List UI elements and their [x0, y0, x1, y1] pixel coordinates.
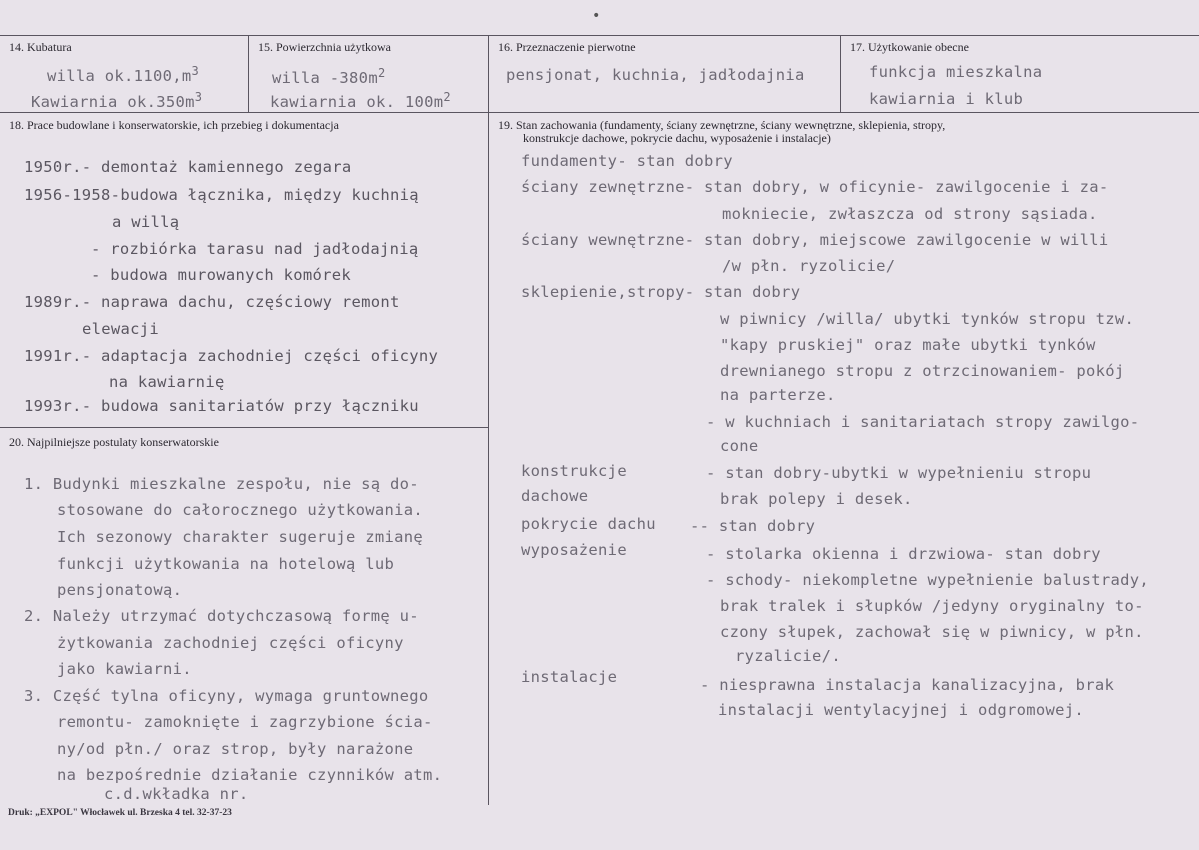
s18-header: 18. Prace budowlane i konserwatorskie, ich przebieg i dokumentacja — [9, 118, 339, 132]
s14-header: 14. Kubatura — [9, 40, 72, 54]
s19-line: drewnianego stropu z otrzcinowaniem- pokój — [720, 362, 1125, 380]
s20-line: remontu- zamoknięte i zagrzybione ścia- — [57, 713, 433, 731]
top-mark: • — [592, 8, 601, 24]
s15-line-2: kawiarnia ok. $100m^2$ — [270, 90, 451, 112]
s18-line: 1956-1958-budowa łącznika, między kuchnią — [24, 186, 419, 204]
s20-header: 20. Najpilniejsze postulaty konserwatorskie — [9, 435, 219, 449]
s20-line: 1. Budynki mieszkalne zespołu, nie są do- — [24, 475, 419, 493]
s20-line: 3. Część tylna oficyny, wymaga gruntownego — [24, 687, 429, 705]
s20-line: 2. Należy utrzymać dotychczasową formę u- — [24, 607, 419, 625]
s20-line: stosowane do całorocznego użytkowania. — [57, 501, 424, 519]
s19-line: wyposażenie — [521, 541, 627, 559]
printer-footer: Druk: „EXPOL" Włocławek ul. Brzeska 4 tel. 32-37-23 — [8, 808, 232, 818]
s18-line: - rozbiórka tarasu nad jadłodajnią — [91, 240, 419, 258]
s20-line: na bezpośrednie działanie czynników atm. — [57, 766, 443, 784]
s19-header-line-1: 19. Stan zachowania (fundamenty, ściany zewnętrzne, ściany wewnętrzne, sklepienia, stropy, — [498, 118, 946, 132]
s19-line: - stan dobry-ubytki w wypełnieniu stropu — [706, 464, 1092, 482]
s14-line-2: Kawiarnia $ok.350m^3$ — [31, 90, 203, 112]
s19-line: "kapy pruskiej" oraz małe ubytki tynków — [720, 336, 1096, 354]
s19-line: brak polepy i desek. — [720, 490, 913, 508]
s19-line: - niesprawna instalacja kanalizacyjna, brak — [700, 676, 1115, 694]
s20-line: ny/od płn./ oraz strop, były narażone — [57, 740, 414, 758]
s18-s20-divider — [0, 427, 488, 428]
s19-line: mokniecie, zwłaszcza od strony sąsiada. — [722, 205, 1098, 223]
s19-line: cone — [720, 437, 759, 455]
s19-line: konstrukcje — [521, 462, 627, 480]
s19-line: /w płn. ryzolicie/ — [722, 257, 896, 275]
s19-line: instalacje — [521, 668, 618, 686]
s16-line-1: pensjonat, kuchnia, jadłodajnia — [506, 66, 805, 84]
s18-line: 1989r.- naprawa dachu, częściowy remont — [24, 293, 400, 311]
s14-line-1: willa $ok.1100,m^3$ — [47, 64, 200, 86]
s15-header: 15. Powierzchnia użytkowa — [258, 40, 391, 54]
s16-header: 16. Przeznaczenie pierwotne — [498, 40, 636, 54]
s20-line: pensjonatową. — [57, 581, 183, 599]
s20-line: jako kawiarni. — [57, 660, 192, 678]
s18-line: 1993r.- budowa sanitariatów przy łączniku — [24, 397, 419, 415]
divider-14-15 — [248, 35, 249, 112]
s17-header: 17. Użytkowanie obecne — [850, 40, 969, 54]
s19-line: dachowe — [521, 487, 589, 505]
s19-line: na parterze. — [720, 386, 836, 404]
s19-line: czony słupek, zachował się w piwnicy, w płn. — [720, 623, 1144, 641]
row1-bottom-border — [0, 112, 1199, 113]
s19-line: -- stan dobry — [690, 517, 816, 535]
s18-line: 1950r.- demontaż kamiennego zegara — [24, 158, 352, 176]
s18-line: a willą — [112, 213, 180, 231]
s19-line: - w kuchniach i sanitariatach stropy zawilgo- — [706, 413, 1140, 431]
s19-line: fundamenty- stan dobry — [521, 152, 733, 170]
s17-line-2: kawiarnia i klub — [869, 90, 1024, 108]
top-border — [0, 35, 1199, 36]
s18-line: na kawiarnię — [109, 373, 225, 391]
s19-line: instalacji wentylacyjnej i odgromowej. — [718, 701, 1085, 719]
s15-line-1: willa $-380m^2$ — [272, 66, 386, 88]
s20-line: c.d.wkładka nr. — [104, 785, 249, 803]
s17-line-1: funkcja mieszkalna — [869, 63, 1043, 81]
divider-15-16 — [488, 35, 489, 805]
s20-line: funkcji użytkowania na hotelową lub — [57, 555, 395, 573]
s18-line: elewacji — [82, 320, 160, 338]
s19-line: ściany wewnętrzne- stan dobry, miejscowe zawilgocenie w willi — [521, 231, 1109, 249]
s19-line: w piwnicy /willa/ ubytki tynków stropu tzw. — [720, 310, 1135, 328]
s18-line: 1991r.- adaptacja zachodniej części oficyny — [24, 347, 439, 365]
s19-line: sklepienie,stropy- stan dobry — [521, 283, 801, 301]
s19-line: ryzalicie/. — [735, 647, 841, 665]
s20-line: Ich sezonowy charakter sugeruje zmianę — [57, 528, 424, 546]
s19-header-line-2: konstrukcje dachowe, pokrycie dachu, wyposażenie i instalacje) — [523, 131, 831, 145]
s19-line: pokrycie dachu — [521, 515, 656, 533]
s20-line: żytkowania zachodniej części oficyny — [57, 634, 404, 652]
divider-16-17 — [840, 35, 841, 112]
s18-line: - budowa murowanych komórek — [91, 266, 352, 284]
s19-line: ściany zewnętrzne- stan dobry, w oficynie- zawilgocenie i za- — [521, 178, 1109, 196]
s19-line: - schody- niekompletne wypełnienie balustrady, — [706, 571, 1150, 589]
s19-line: brak tralek i słupków /jedyny oryginalny to- — [720, 597, 1144, 615]
s19-line: - stolarka okienna i drzwiowa- stan dobry — [706, 545, 1101, 563]
